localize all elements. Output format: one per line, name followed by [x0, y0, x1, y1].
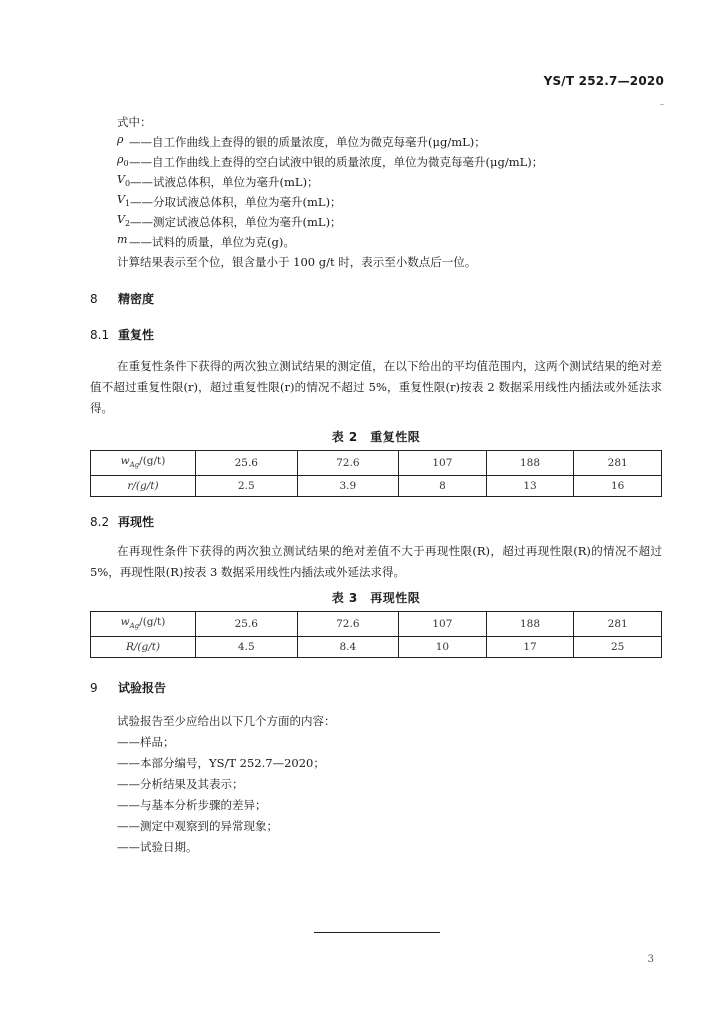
table-3-title: 表 3 再现性限	[331, 591, 421, 606]
section-title: 精密度	[118, 292, 155, 306]
section-8-1-heading	[90, 325, 662, 345]
reproducibility-paragraph: 在再现性条件下获得的两次独立测试结果的绝对差值不大于再现性限(R)，超过再现性限(R)的情况不超过 5%，再现性限(R)按表 3 数据采用线性内插法或外延法求得。	[90, 544, 662, 580]
row-header-mass-fraction: $w_{Ag}/(g/t)$	[91, 451, 196, 476]
table-cell: 188	[486, 451, 574, 476]
list-item: ——测定中观察到的异常现象；	[117, 819, 278, 834]
repeatability-paragraph: 在重复性条件下获得的两次独立测试结果的测定值，在以下给出的平均值范围内，这两个测试结果的绝对差值不超过重复性限(r)，超过重复性限(r)的情况不超过 5%，重复性限(r)按表 2 数据采用线性内插法或外延法求得。	[90, 359, 662, 415]
definition-v0	[117, 172, 662, 192]
table-cell: 25.6	[196, 612, 298, 637]
table-cell: 188	[486, 612, 574, 637]
table-cell: 107	[399, 451, 487, 476]
table-cell: 72.6	[297, 451, 399, 476]
definition-text: ——分取试液总体积，单位为毫升(mL)；	[130, 195, 342, 209]
table-cell: 281	[574, 612, 662, 637]
definition-text: ——测定试液总体积，单位为毫升(mL)；	[130, 215, 342, 229]
table-cell: 10	[399, 637, 487, 658]
table-cell: 25	[574, 637, 662, 658]
section-title: 试验报告	[118, 681, 167, 696]
table-cell: 16	[574, 476, 662, 497]
list-item: ——样品；	[117, 735, 175, 750]
symbol-v0: $V_0$	[117, 172, 131, 189]
table-row	[91, 612, 662, 637]
section-number: 8.2	[90, 515, 110, 530]
definition-text: ——试液总体积，单位为毫升(mL)；	[130, 175, 319, 189]
row-header-mass-fraction: $w_{Ag}/(g/t)$	[91, 612, 196, 637]
definition-v2	[117, 212, 662, 232]
page-number: 3	[647, 954, 654, 965]
row-header-repeatability-limit: r/(g/t)	[91, 476, 196, 497]
list-item: ——分析结果及其表示；	[117, 777, 244, 792]
report-intro: 试验报告至少应给出以下几个方面的内容：	[117, 714, 336, 729]
list-item: ——本部分编号，YS/T 252.7—2020；	[117, 756, 325, 771]
symbol-v2: $V_2$	[117, 212, 131, 229]
section-number: 9	[90, 681, 98, 696]
table-2-title: 表 2 重复性限	[331, 430, 421, 444]
section-8-heading	[90, 289, 662, 309]
section-8-2-heading	[90, 512, 662, 532]
table-cell: 281	[574, 451, 662, 476]
table-cell: 8.4	[297, 637, 399, 658]
row-header-reproducibility-limit: R/(g/t)	[91, 637, 196, 658]
table-cell: 107	[399, 612, 487, 637]
table-row	[91, 476, 662, 497]
table-cell: 25.6	[196, 451, 298, 476]
formula-definitions	[90, 112, 662, 272]
standard-code-header: YS/T 252.7—2020	[543, 74, 664, 88]
formula-intro: 式中：	[117, 115, 152, 129]
symbol-rho0: $\rho_0$	[117, 152, 129, 169]
section-number: 8.1	[90, 328, 110, 342]
symbol-v1: $V_1$	[117, 192, 131, 209]
symbol-rho: ρ	[117, 132, 124, 146]
definition-m	[117, 232, 662, 252]
section-title: 重复性	[118, 328, 155, 342]
section-title: 再现性	[118, 515, 155, 530]
definition-text: ——自工作曲线上查得的银的质量浓度，单位为微克每毫升(μg/mL)；	[129, 135, 486, 149]
table-cell: 72.6	[297, 612, 399, 637]
definition-text: ——自工作曲线上查得的空白试液中银的质量浓度，单位为微克每毫升(μg/mL)；	[129, 155, 544, 169]
table-cell: 17	[486, 637, 574, 658]
definition-rho0	[117, 152, 662, 172]
table-cell: 4.5	[196, 637, 298, 658]
page-content	[90, 112, 662, 858]
table-cell: 13	[486, 476, 574, 497]
header-mark	[660, 104, 664, 105]
definition-v1	[117, 192, 662, 212]
table-row	[91, 451, 662, 476]
list-item: ——与基本分析步骤的差异；	[117, 798, 267, 813]
repeatability-table	[90, 450, 662, 497]
section-9-heading	[90, 678, 662, 698]
section-number: 8	[90, 292, 98, 306]
end-of-document-rule	[314, 932, 440, 933]
symbol-m: m	[117, 232, 128, 246]
list-item: ——试验日期。	[117, 840, 198, 855]
table-cell: 3.9	[297, 476, 399, 497]
table-row	[91, 637, 662, 658]
reproducibility-table	[90, 611, 662, 658]
definition-text: ——试料的质量，单位为克(g)。	[129, 235, 295, 249]
table-cell: 8	[399, 476, 487, 497]
table-cell: 2.5	[196, 476, 298, 497]
calculation-note: 计算结果表示至个位，银含量小于 100 g/t 时，表示至小数点后一位。	[117, 255, 477, 269]
definition-rho	[117, 132, 662, 152]
test-report-list	[90, 711, 662, 858]
